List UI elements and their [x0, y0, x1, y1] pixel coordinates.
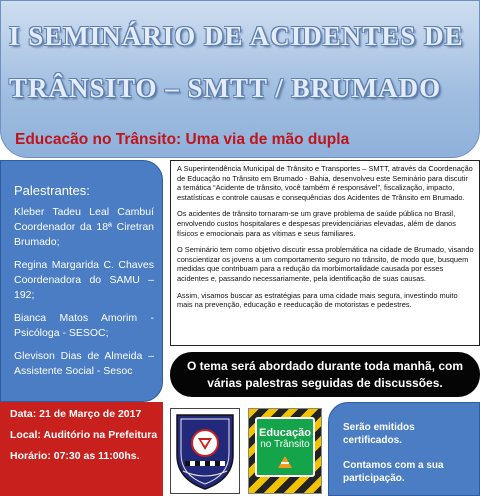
logo-text-line2: no Trânsito [260, 439, 310, 450]
certificates-text: Serão emitidos certificados. [343, 422, 415, 446]
event-location: Local: Auditório na Prefeitura [10, 429, 158, 441]
speaker-item: Kleber Tadeu Leal Cambuí Coordenador da 18ª Ciretran Brumado; [14, 206, 154, 248]
seminar-subtitle: Educacão no Trânsito: Uma via de mão dupla [15, 131, 350, 148]
announcement-line: O tema será abordado durante toda manhã, com [186, 359, 464, 373]
description-paragraph: Assim, visamos buscar as estratégias para uma cidade mais segura, investindo muito mais na prevenção, educação e reeducação de motoristas e pedestres. [177, 290, 458, 310]
speakers-heading: Palestrantes: [14, 183, 90, 198]
description-paragraph: O Seminário tem como objetivo discutir essa problemática na cidade de Brumado, visando conscientizar os jovens a um comportamento seguro no trânsito, de modo que, busquem medidas que contribuam para a redução da morbimortalidade causada por esses acidentes e, passando necessariamente, pela identificação de suas causas. [177, 245, 474, 283]
shield-icon [171, 409, 239, 493]
header-banner [0, 0, 480, 158]
seminar-title-line1: I SEMINÁRIO DE ACIDENTES DE [9, 21, 464, 51]
announcement-banner [170, 352, 480, 397]
speaker-item: Bianca Matos Amorim - Psicóloga - SESOC; [14, 312, 154, 339]
seminar-title-line2: TRÂNSITO – SMTT / BRUMADO [9, 73, 442, 103]
description-paragraph: A Superintendência Municipal de Trânsito e Transportes – SMTT, através da Coordenação de Educação no Trânsito em Brumado - Bahia, desenvolveu este Seminário para discutir a temática “Acidente de trânsito, você também é responsável”, fiscalização, impacto, estatísticas e controle causas e consequências dos Acidentes de Trânsito em Brumado. [177, 164, 473, 202]
event-time: Horário: 07:30 as 11:00hs. [10, 450, 140, 462]
description-textbox [170, 160, 480, 346]
speaker-item: Glevison Dias de Almeida – Assistente Social - Sesoc [14, 350, 154, 377]
description-paragraph: Os acidentes de trânsito tornaram-se um grave problema de saúde pública no Brasil, envolvendo custos hospitalares e despesas previdenciárias elevadas, além de danos físicos e emocionais para as vítimas e seus familiares. [177, 209, 456, 238]
speakers-panel [0, 160, 163, 402]
speaker-item: Regina Margarida C. Chaves Coordenadora do SAMU – 192; [14, 259, 154, 301]
traffic-cone-icon [265, 455, 305, 469]
event-date: Data: 21 de Março de 2017 [10, 408, 142, 420]
coordination-shield-logo [170, 408, 240, 494]
logo-text-line1: Educação [259, 427, 311, 439]
traffic-education-logo [248, 408, 322, 494]
certificates-panel [328, 402, 480, 496]
participation-text: Contamos com a sua participação. [343, 460, 444, 484]
event-details-box [0, 402, 163, 496]
announcement-line: várias palestras seguidas de discussões. [207, 376, 443, 390]
traffic-education-sign [255, 417, 315, 477]
